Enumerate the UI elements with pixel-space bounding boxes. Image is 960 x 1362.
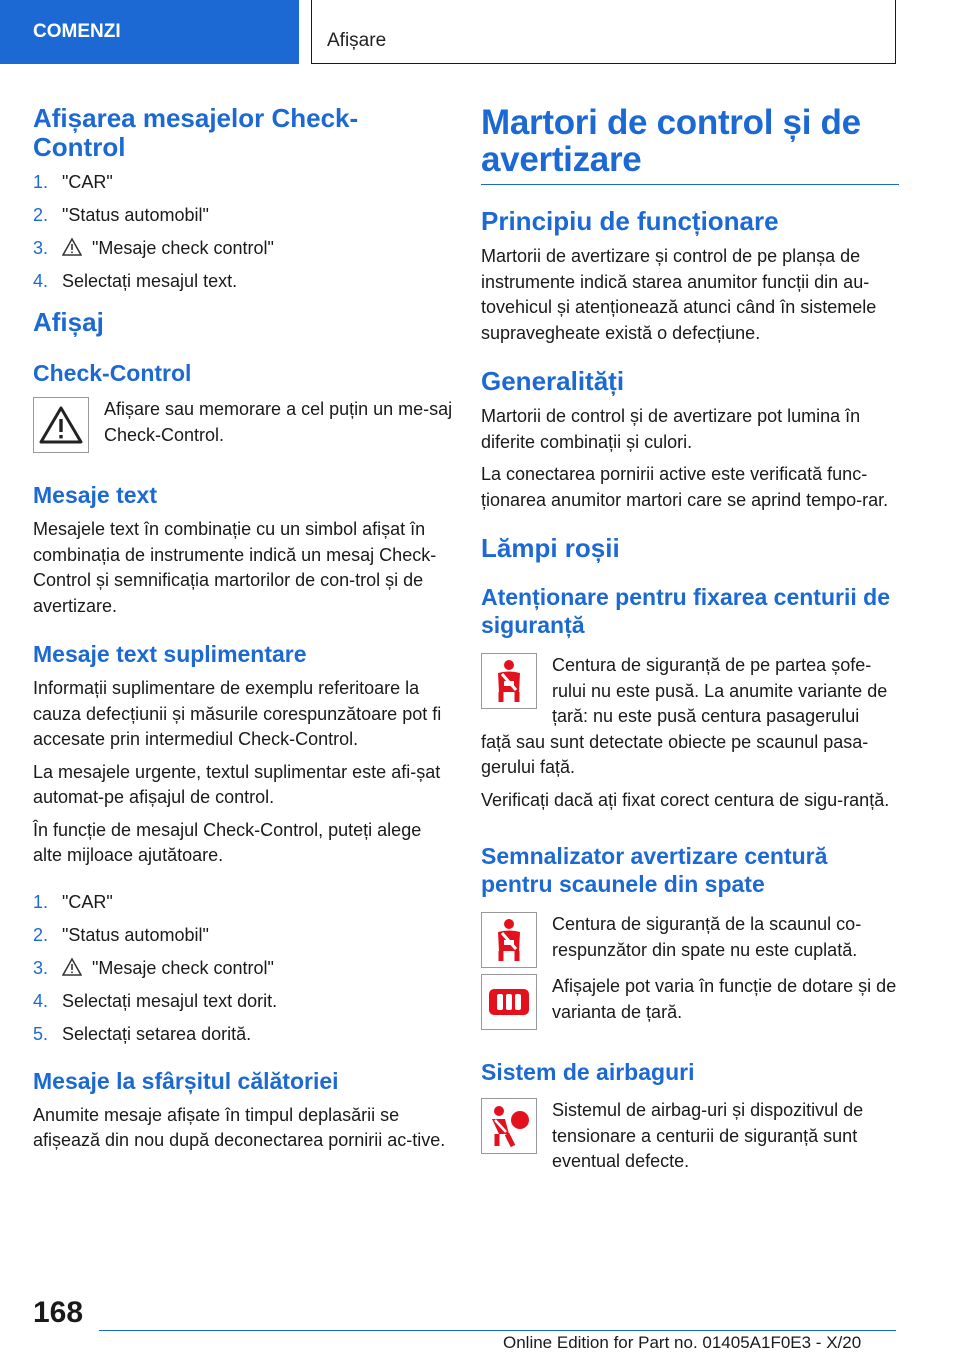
- section-tab[interactable]: COMENZI: [0, 0, 299, 64]
- list-item: 3. "Mesaje check control": [33, 957, 274, 978]
- spate-heading: Semnalizator avertizare centură pentru scaunele din spate: [481, 843, 828, 897]
- check-control-heading: Check-Control: [33, 360, 192, 386]
- mesaje-text-heading: Mesaje text: [33, 482, 158, 508]
- centura-text: Centura de siguranță de pe partea șofe-rului nu este pusă. La anumite variante de țară: nu este pusă centura pasagerului: [552, 655, 888, 726]
- generalitati-p1: Martorii de control și de avertizare pot lumina în diferite combinații și culori.: [481, 406, 861, 452]
- rear-seat-indicator-icon: [487, 987, 531, 1017]
- page-number: 168: [33, 1296, 84, 1329]
- warning-triangle-icon: [39, 406, 83, 444]
- rear-seatbelt-icon: [489, 918, 529, 962]
- generalitati-p2: La conectarea pornirii active este verificată func-ționarea anumitor martori care se aprind tempo-rar.: [481, 464, 889, 510]
- right-column: [481, 104, 899, 1181]
- left-column: [33, 104, 453, 1161]
- list-item: 2. "Status automobil": [33, 205, 209, 225]
- centura-text-cont: față sau sunt detectate obiecte pe scaunul pasa-gerului față.: [481, 731, 869, 777]
- check-control-text: Afișare sau memorare a cel puțin un me-saj Check-Control.: [104, 399, 453, 445]
- sfarsit-body: Anumite mesaje afișate în timpul deplasării se afișează din nou după deconectarea pornirii ac-tive.: [33, 1104, 446, 1150]
- suplimentare-p2: La mesajele urgente, textul suplimentar este afi-șat automat-pe afișajul de control.: [33, 761, 441, 807]
- list-item: 4. Selectați mesajul text.: [33, 271, 238, 291]
- airbag-icon-box: [481, 1098, 537, 1154]
- martori-title: Martori de control și de avertizare: [481, 103, 861, 179]
- lampi-rosii-heading: Lămpi roșii: [481, 533, 620, 563]
- airbag-warning-icon: [487, 1104, 531, 1148]
- centura-heading: Atenționare pentru fixarea centurii de siguranță: [481, 584, 890, 638]
- airbag-block: [481, 1098, 899, 1175]
- seatbelt-warning-icon: [489, 659, 529, 703]
- centura-block: [481, 653, 899, 730]
- check-control-display-title: Afișarea mesajelor Check-Control: [33, 103, 359, 162]
- suplimentare-heading: Mesaje text suplimentare: [33, 641, 307, 667]
- spate-text-1: Centura de siguranță de la scaunul co-respunzător din spate nu este cuplată.: [552, 914, 862, 960]
- warning-triangle-icon: [62, 958, 82, 976]
- footer-divider: [99, 1330, 896, 1331]
- chapter-tab[interactable]: Afișare: [311, 0, 896, 64]
- generalitati-heading: Generalități: [481, 366, 625, 396]
- principiu-body: Martorii de avertizare și control de pe planșa de instrumente indică starea anumitor funcții din au-tovehicul și atenționează atunci când în sistemele supravegheate există o defecțiune.: [481, 246, 877, 343]
- afisaj-heading: Afișaj: [33, 307, 104, 337]
- edition-text: Online Edition for Part no. 01405A1F0E3 - X/20: [503, 1333, 862, 1352]
- steps-list-1: [33, 170, 453, 294]
- principiu-heading: Principiu de funcționare: [481, 206, 779, 236]
- centura-p2: Verificați dacă ați fixat corect centura de sigu-ranță.: [481, 789, 890, 810]
- list-item: 3. "Mesaje check control": [33, 238, 274, 258]
- airbag-heading: Sistem de airbaguri: [481, 1059, 695, 1085]
- page-header: [0, 0, 960, 66]
- rear-seatbelt-icon-box: [481, 912, 537, 968]
- seatbelt-icon-box: [481, 653, 537, 709]
- suplimentare-p3: În funcție de mesajul Check-Control, puteți alege alte mijloace ajutătoare.: [33, 819, 422, 865]
- list-item: 5. Selectați setarea dorită.: [33, 1023, 252, 1044]
- spate-block-2: [481, 974, 899, 1030]
- list-item: 1. "CAR": [33, 172, 113, 192]
- list-item: 2. "Status automobil": [33, 924, 209, 945]
- suplimentare-p1: Informații suplimentare de exemplu referitoare la cauza defecțiunii și măsurile corespunzătoare pot fi accesate prin intermediul Check-Control.: [33, 678, 442, 749]
- check-control-icon-box: [33, 397, 89, 453]
- spate-text-2: Afișajele pot varia în funcție de dotare și de varianta de țară.: [552, 976, 897, 1022]
- airbag-text: Sistemul de airbag-uri și dispozitivul de tensionare a centurii de siguranță sunt eventual defecte.: [552, 1100, 864, 1171]
- mesaje-text-body: Mesajele text în combinație cu un simbol afișat în combinația de instrumente indică un mesaj Check-Control și semnificația martorilor de con-trol și de avertizare.: [33, 519, 437, 616]
- list-item: 4. Selectați mesajul text dorit.: [33, 990, 278, 1011]
- warning-triangle-icon: [62, 238, 82, 256]
- check-control-block: [33, 397, 453, 453]
- spate-block-1: [481, 912, 899, 968]
- rear-seat-display-icon-box: [481, 974, 537, 1030]
- steps-list-2: [33, 890, 453, 1047]
- sfarsit-heading: Mesaje la sfârșitul călătoriei: [33, 1067, 339, 1094]
- list-item: 1. "CAR": [33, 891, 113, 912]
